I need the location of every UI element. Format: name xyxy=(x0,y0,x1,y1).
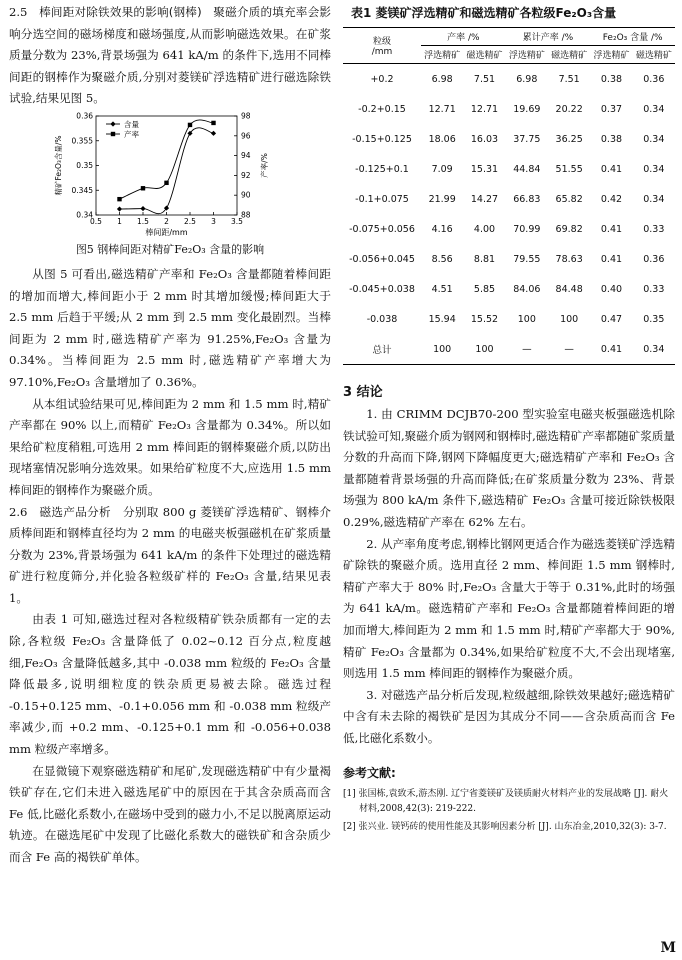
y-right-axis-label: 产率/% xyxy=(260,153,269,178)
table-row xyxy=(343,154,675,184)
table-cell: 4.16 xyxy=(431,223,453,235)
conclusion-2: 2. 从产率角度考虑,钢棒比钢网更适合作为磁选菱镁矿浮选精矿除铁的聚磁介质。选用直径 2 mm、棒间距 1.5 mm 钢棒时,精矿产率大于 80% 时,Fe₂O₃ 含量大于等于 0.31%,此时的场强为 641 kA/m。磁选精矿产率和 Fe₂O₃ 含量都随着棒间距的增加而增大,棒间距为 2 mm 和 1.5 mm 时,精矿产率都大于 90%,精矿 Fe₂O₃ 含量都为 0.34%,如果给矿粒度不大,不会出现堵塞,则选用 1.5 mm 棒间距的钢棒作为聚磁介质。 xyxy=(343,536,675,681)
section-title: 棒间距对除铁效果的影响(钢棒) xyxy=(39,5,202,19)
table-cell: 16.03 xyxy=(470,133,499,145)
figure-5-caption: 图5 钢棒间距对精矿Fe₂O₃ 含量的影响 xyxy=(75,242,265,256)
section-number: 2.6 xyxy=(9,504,28,519)
table-cell: 4.51 xyxy=(431,283,453,295)
data-point-yield xyxy=(141,186,145,190)
table-group-header: 产率 /% xyxy=(447,33,480,43)
figure-5-chart xyxy=(9,110,331,240)
table-cell: 0.38 xyxy=(600,73,623,85)
table-cell: 36.25 xyxy=(555,133,583,145)
table-sub-header: 浮选精矿 xyxy=(421,46,463,64)
table-cell: 37.75 xyxy=(513,133,541,145)
table-cell: 8.81 xyxy=(473,253,496,265)
table-cell: 4.00 xyxy=(473,223,496,235)
table-cell: 0.42 xyxy=(600,193,623,205)
table-cell: 84.48 xyxy=(555,283,583,295)
table-cell-fraction: -0.038 xyxy=(366,313,398,325)
table-cell: 0.33 xyxy=(643,283,665,295)
x-axis-label: 棒间距/mm xyxy=(145,227,188,237)
legend-label-yield: 产率 xyxy=(124,129,139,139)
table-cell: 0.34 xyxy=(643,343,665,355)
x-tick-label: 1.5 xyxy=(137,216,149,226)
data-point-yield xyxy=(164,181,168,185)
table-cell: 0.35 xyxy=(643,313,665,325)
legend-marker-yield xyxy=(111,132,115,136)
left-column xyxy=(9,2,331,869)
table-cell-fraction: -0.125+0.1 xyxy=(355,163,409,175)
table-cell: 18.06 xyxy=(428,133,456,145)
table-cell: 15.52 xyxy=(470,313,499,325)
y-left-tick-label: 0.355 xyxy=(71,136,93,146)
section-body: 聚磁介质的填充率会影响分选空间的磁场梯度和磁场强度,从而影响磁选效果。在矿浆质量分数为 23%,背景场强为 641 kA/m 的条件下,选用不同棒间距的钢棒作为聚磁介质,分别对菱镁矿浮选精矿进行磁选除铁试验,结果见图 5。 xyxy=(9,5,331,106)
table-cell: — xyxy=(564,343,574,355)
table-cell: 7.09 xyxy=(431,163,453,175)
paragraph: 由表 1 可知,磁选过程对各粒级精矿铁杂质都有一定的去除,各粒级 Fe₂O₃ 含量降低了 0.02~0.12 百分点,粒度越细,Fe₂O₃ 含量降低越多,其中 -0.038 mm 粒级的 Fe₂O₃ 含量降低最多,说明细粒度的铁杂质更易被去除。磁选过程 -0.15+0.125 mm、-0.1+0.056 mm 和 -0.038 mm 粒级产率减少,而 +0.2 mm、-0.125+0.1 mm 和 -0.056+0.038 mm 粒级产率增多。 xyxy=(9,612,331,757)
table-sub-header: 磁选精矿 xyxy=(463,46,505,64)
x-tick-label: 1 xyxy=(117,216,122,226)
table-row xyxy=(343,214,675,244)
y-right-tick-label: 92 xyxy=(241,170,251,180)
table-cell: 100 xyxy=(433,343,452,355)
section-3-heading: 3 结论 xyxy=(343,385,383,400)
table-cell-fraction: -0.075+0.056 xyxy=(349,223,415,235)
table-cell: — xyxy=(522,343,532,355)
legend-marker-content xyxy=(110,121,115,126)
section-2-6 xyxy=(9,502,331,610)
x-tick-label: 2 xyxy=(164,216,169,226)
table-cell: 44.84 xyxy=(513,163,541,175)
legend-label-content: 含量 xyxy=(124,119,139,129)
table-cell: 66.83 xyxy=(513,193,541,205)
table-cell: 65.82 xyxy=(555,193,583,205)
data-point-yield xyxy=(188,123,192,127)
table-sub-header: 浮选精矿 xyxy=(590,46,632,64)
section-number: 2.5 xyxy=(9,5,28,19)
table-cell: 78.63 xyxy=(555,253,583,265)
table-cell: 0.38 xyxy=(600,133,623,145)
section-body: 分别取 800 g 菱镁矿浮选精矿、钢棒介质棒间距和钢棒直径均为 2 mm 的电磁夹板强磁机在矿浆质量分数为 23%,背景场强为 641 kA/m 的条件下处理过的磁选精矿进行粒度筛分,并化验各粒级矿样的 Fe₂O₃ 含量,结果见表 1。 xyxy=(9,504,331,605)
y-right-tick-label: 94 xyxy=(241,151,251,161)
table-cell: 0.33 xyxy=(643,223,665,235)
table-cell: 100 xyxy=(517,313,536,325)
paragraph: 从本组试验结果可见,棒间距为 2 mm 和 1.5 mm 时,精矿产率都在 90% 以上,而精矿 Fe₂O₃ 含量都为 0.34%。所以如果给矿粒度稍粗,可选用 2 mm 棒间距的钢棒聚磁介质,以防出现堵塞情况影响分选效果。如果给矿粒度不大,应选用 1.5 mm 棒间距的钢棒作为聚磁介质。 xyxy=(9,396,331,497)
table-row xyxy=(343,184,675,214)
x-tick-label: 3.5 xyxy=(231,216,243,226)
references-heading: 参考文献: xyxy=(343,765,396,780)
data-point-yield xyxy=(117,197,121,201)
table-cell: 100 xyxy=(560,313,579,325)
table-cell: 51.55 xyxy=(555,163,583,175)
table-cell: 69.82 xyxy=(555,223,583,235)
y-right-tick-label: 88 xyxy=(241,210,251,220)
section-title: 磁选产品分析 xyxy=(39,504,111,519)
plot-frame xyxy=(96,116,237,215)
table-cell-fraction: +0.2 xyxy=(370,73,394,85)
table-cell: 70.99 xyxy=(513,223,541,235)
table-row xyxy=(343,94,675,124)
table-cell: 0.36 xyxy=(643,73,665,85)
table-sub-header: 磁选精矿 xyxy=(633,46,675,64)
y-right-tick-label: 98 xyxy=(241,111,251,121)
table-cell: 12.71 xyxy=(428,103,456,115)
y-left-tick-label: 0.35 xyxy=(76,160,93,170)
table-cell: 0.41 xyxy=(600,343,623,355)
table-cell-fraction: 总计 xyxy=(372,345,392,356)
y-left-tick-label: 0.345 xyxy=(71,185,93,195)
table-cell: 6.98 xyxy=(431,73,453,85)
table-cell: 0.41 xyxy=(600,223,623,235)
fraction-label: 粒级 xyxy=(372,37,391,47)
series-line-content xyxy=(120,128,214,214)
table-cell: 6.98 xyxy=(516,73,538,85)
table-body xyxy=(343,64,675,365)
table-cell-fraction: -0.056+0.045 xyxy=(349,253,415,265)
paragraph: 在显微镜下观察磁选精矿和尾矿,发现磁选精矿中有少量褐铁矿存在,它们未进入磁选尾矿中的原因在于其含杂质高而含 Fe 低,比磁化系数小,在磁场中受到的磁力小,不足以脱离原运动轨迹。在磁选尾矿中发现了比磁化系数大的磁铁矿和含杂质少而含 Fe 高的褐铁矿单体。 xyxy=(9,763,331,864)
table-group-header: 累计产率 /% xyxy=(522,33,574,43)
table-cell: 5.85 xyxy=(473,283,496,295)
table-title: 表1 菱镁矿浮选精矿和磁选精矿各粒级Fe₂O₃含量 xyxy=(351,6,617,20)
fraction-unit: /mm xyxy=(371,47,393,57)
table-cell-fraction: -0.045+0.038 xyxy=(349,283,415,295)
table-cell: 21.99 xyxy=(428,193,456,205)
table-cell: 7.51 xyxy=(558,73,580,85)
data-point-yield xyxy=(211,121,215,125)
table-cell: 0.34 xyxy=(643,193,665,205)
table-cell: 0.34 xyxy=(643,103,665,115)
table-cell: 84.06 xyxy=(513,283,541,295)
reference-item: [1] 张国栋,袁致禾,游杰刚. 辽宁省菱镁矿及镁质耐火材料产业的发展战略 [J]. 耐火材料,2008,42(3): 219-222. xyxy=(343,788,669,814)
table-cell-fraction: -0.15+0.125 xyxy=(352,133,412,145)
table-group-header: Fe₂O₃ 含量 /% xyxy=(602,33,663,43)
table-sub-header: 浮选精矿 xyxy=(506,46,548,64)
table-cell: 7.51 xyxy=(473,73,496,85)
figure-5-svg xyxy=(9,110,331,240)
table-row xyxy=(343,124,675,154)
table-row xyxy=(343,304,675,334)
table-cell: 20.22 xyxy=(555,103,583,115)
conclusion-1: 1. 由 CRIMM DCJB70-200 型实验室电磁夹板强磁选机除铁试验可知,聚磁介质为钢网和钢棒时,磁选精矿产率都随矿浆质量分数的升高而下降,钢网下降幅度更大;磁选精矿产率和 Fe₂O₃ 含量都随着背景场强的升高而降低;在矿浆质量分数为 23%、背景场强为 800 kA/m 条件下,磁选精矿 Fe₂O₃ 含量可接近除铁极限 0.29%,磁选精矿产率在 62% 左右。 xyxy=(343,407,675,529)
table-cell: 100 xyxy=(475,343,494,355)
y-right-tick-label: 96 xyxy=(241,131,251,141)
right-column xyxy=(343,2,675,838)
data-table xyxy=(343,27,675,365)
x-tick-label: 2.5 xyxy=(184,216,196,226)
table-cell: 0.34 xyxy=(643,133,665,145)
table-cell: 0.41 xyxy=(600,253,623,265)
table-cell: 8.56 xyxy=(431,253,453,265)
table-cell: 0.41 xyxy=(600,163,623,175)
data-point-content xyxy=(140,206,145,211)
table-cell-fraction: -0.2+0.15 xyxy=(358,103,406,115)
journal-logo: M xyxy=(660,940,676,956)
reference-item: [2] 张兴业. 镁钙砖的使用性能及其影响因素分析 [J]. 山东冶金,2010,32(3): 3-7. xyxy=(343,821,667,832)
table-cell: 79.55 xyxy=(513,253,541,265)
paragraph: 从图 5 可看出,磁选精矿产率和 Fe₂O₃ 含量都随着棒间距的增加而增大,棒间距小于 2 mm 时其增加缓慢;棒间距大于 2.5 mm 后趋于平缓;从 2 mm 到 2.5 mm 变化最剧烈。当棒间距为 2 mm 时,磁选精矿产率为 91.25%,Fe₂O₃ 含量为 0.34%。当棒间距为 2.5 mm 时,磁选精矿产率增大为 97.10%,Fe₂O₃ 含量增加了 0.36%。 xyxy=(9,266,331,389)
y-right-tick-label: 90 xyxy=(241,190,251,200)
table-cell: 0.36 xyxy=(643,253,665,265)
y-left-axis-label: 精矿Fe₂O₃含量/% xyxy=(54,135,63,196)
y-left-tick-label: 0.34 xyxy=(76,210,93,220)
table-cell: 0.34 xyxy=(643,163,665,175)
table-cell: 0.40 xyxy=(600,283,623,295)
data-point-content xyxy=(211,131,216,136)
x-tick-label: 3 xyxy=(211,216,216,226)
table-header-fraction xyxy=(343,28,421,64)
table-row xyxy=(343,334,675,365)
y-left-tick-label: 0.36 xyxy=(76,111,93,121)
table-cell: 14.27 xyxy=(470,193,499,205)
x-tick-label: 0.5 xyxy=(90,216,102,226)
table-cell-fraction: -0.1+0.075 xyxy=(355,193,409,205)
table-cell: 0.47 xyxy=(600,313,623,325)
table-row xyxy=(343,244,675,274)
table-cell: 12.71 xyxy=(470,103,499,115)
table-row xyxy=(343,64,675,95)
section-2-5 xyxy=(9,2,331,110)
conclusion-3: 3. 对磁选产品分析后发现,粒级越细,除铁效果越好;磁选精矿中含有未去除的褐铁矿是因为其成分不同——含杂质高而含 Fe 低,比磁化系数小。 xyxy=(343,687,675,745)
table-cell: 19.69 xyxy=(513,103,541,115)
table-row xyxy=(343,274,675,304)
table-sub-header: 磁选精矿 xyxy=(548,46,590,64)
table-cell: 15.94 xyxy=(428,313,456,325)
table-cell: 0.37 xyxy=(600,103,623,115)
table-cell: 15.31 xyxy=(470,163,499,175)
data-point-content xyxy=(117,206,122,211)
